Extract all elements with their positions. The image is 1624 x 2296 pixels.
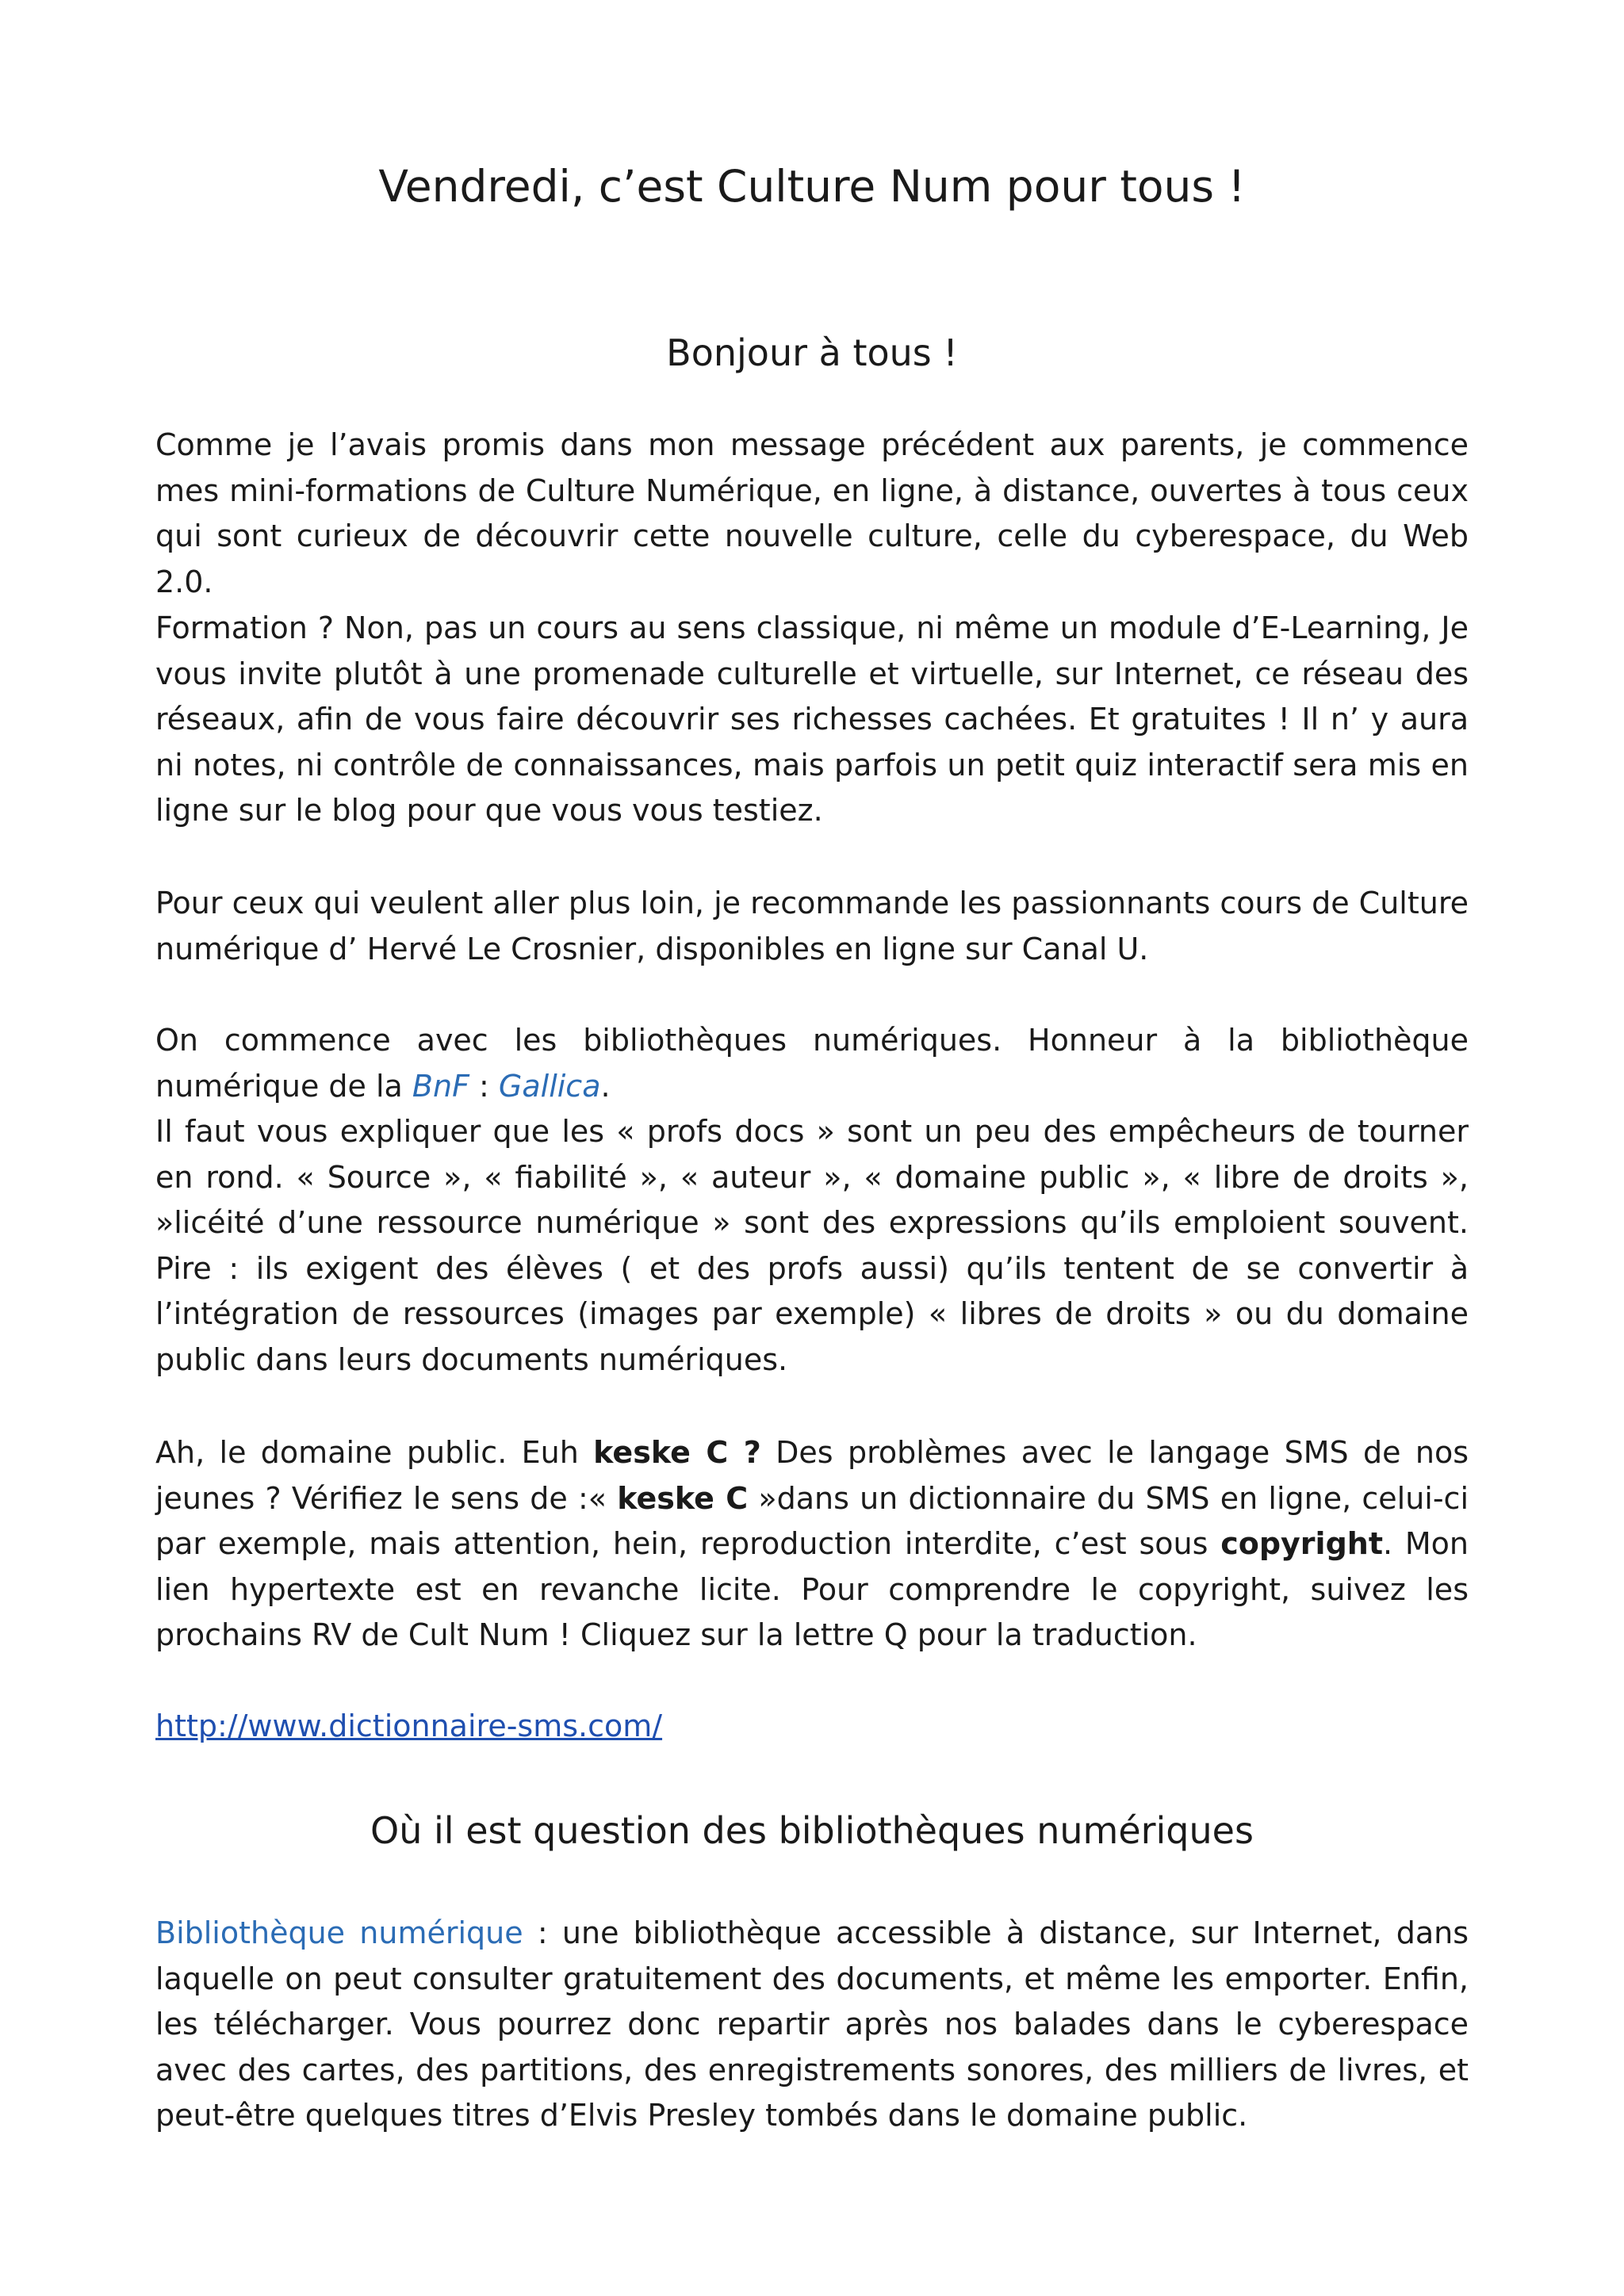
domaine-public-paragraph xyxy=(155,1430,1469,1659)
p4-separator: : xyxy=(469,1068,499,1104)
keske-c-bold-1: keske C ? xyxy=(593,1435,761,1470)
further-reading-paragraph: Pour ceux qui veulent aller plus loin, je recommande les passionnants cours de Culture numérique d’ Hervé Le Crosnier, disponibles en ligne sur Canal U. xyxy=(155,886,1469,966)
document-title: Vendredi, c’est Culture Num pour tous ! xyxy=(378,161,1246,212)
p6-text-4: . Mon lien hypertexte est en revanche licite. Pour comprendre le copyright, suivez les prochains RV de Cult Num ! Cliquez sur la lettre Q pour la traduction. xyxy=(155,1526,1469,1652)
p4-end: . xyxy=(600,1068,611,1104)
digital-libraries-intro-paragraph xyxy=(155,1018,1469,1109)
gallica-link[interactable]: Gallica xyxy=(498,1068,601,1104)
bibliotheque-numerique-term[interactable]: Bibliothèque numérique xyxy=(155,1915,523,1950)
dictionnaire-sms-link[interactable]: http://www.dictionnaire-sms.com/ xyxy=(155,1709,663,1743)
intro-paragraph: Comme je l’avais promis dans mon message précédent aux parents, je commence mes mini-formations de Culture Numérique, en ligne, à distance, ouvertes à tous ceux qui sont curieux de découvrir cette nouvelle culture, celle du cyberespace, du Web 2.0. xyxy=(155,427,1469,599)
p6-text-3: »dans un dictionnaire du SMS en ligne, celui-ci par exemple, mais attention, hein, reproduction interdite, c’est sous xyxy=(155,1480,1469,1561)
p6-text-1: Ah, le domaine public. Euh xyxy=(155,1435,594,1470)
definition-paragraph xyxy=(155,1911,1469,2139)
bnf-link[interactable]: BnF xyxy=(412,1068,469,1104)
keske-c-bold-2: keske C xyxy=(617,1480,749,1516)
copyright-bold: copyright xyxy=(1220,1526,1383,1561)
definition-text: : une bibliothèque accessible à distance, sur Internet, dans laquelle on peut consulter gratuitement des documents, et même les emporter. Enfin, les télécharger. Vous pourrez donc repartir après nos balades dans le cyberespace avec des cartes, des partitions, des enregistrements sonores, des milliers de livres, et peut-être quelques titres d’Elvis Presley tombés dans le domaine public. xyxy=(155,1915,1469,2133)
p4-text: On commence avec les bibliothèques numériques. Honneur à la bibliothèque numérique de la xyxy=(155,1023,1469,1104)
formation-paragraph: Formation ? Non, pas un cours au sens classique, ni même un module d’E-Learning, Je vous invite plutôt à une promenade culturelle et virtuelle, sur Internet, ce réseau des réseaux, afin de vous faire découvrir ses richesses cachées. Et gratuites ! Il n’ y aura ni notes, ni contrôle de connaissances, mais parfois un petit quiz interactif sera mis en ligne sur le blog pour que vous vous testiez. xyxy=(155,610,1469,828)
profs-docs-paragraph: Il faut vous expliquer que les « profs docs » sont un peu des empêcheurs de tourner en rond. « Source », « fiabilité », « auteur », « domaine public », « libre de droits », »licéité d’une ressource numérique » sont des expressions qu’ils emploient souvent. Pire : ils exigent des élèves ( et des profs aussi) qu’ils tentent de se convertir à l’intégration de ressources (images par exemple) « libres de droits » ou du domaine public dans leurs documents numériques. xyxy=(155,1114,1469,1377)
document-page xyxy=(155,0,1469,2296)
p6-text-2: Des problèmes avec le langage SMS de nos jeunes ? Vérifiez le sens de :« xyxy=(155,1435,1469,1516)
url-paragraph xyxy=(155,1704,1469,1750)
section-subheading: Où il est question des bibliothèques numériques xyxy=(370,1809,1254,1852)
greeting-heading: Bonjour à tous ! xyxy=(666,331,958,374)
